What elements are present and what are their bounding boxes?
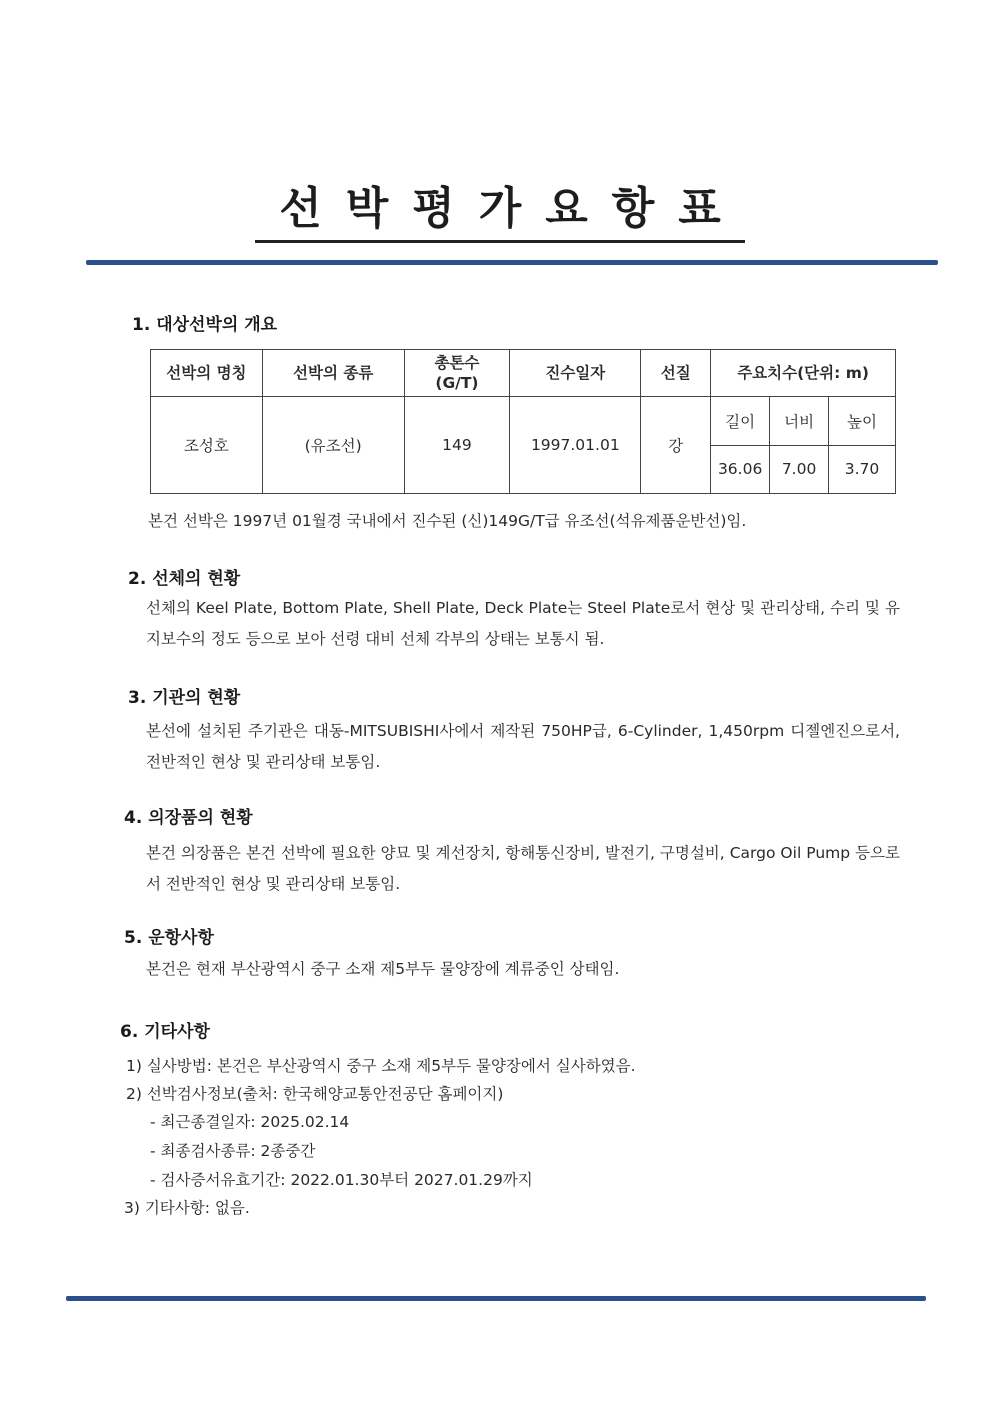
cell-breadth: 7.00	[770, 445, 829, 494]
header-ship-name: 선박의 명칭	[151, 350, 263, 397]
bottom-divider	[66, 1296, 926, 1301]
outfitting-body: 본건 의장품은 본건 선박에 필요한 양묘 및 계선장치, 항해통신장비, 발전기, 구명설비, Cargo Oil Pump 등으로서 전반적인 현상 및 관리상태 보통임.	[146, 844, 900, 893]
list-item: 3) 기타사항: 없음.	[124, 1199, 250, 1217]
cell-length: 36.06	[711, 445, 770, 494]
list-item: 1) 실사방법: 본건은 부산광역시 중구 소재 제5부두 물양장에서 실사하였음.	[126, 1057, 636, 1075]
cell-ship-type: (유조선)	[262, 397, 404, 494]
cell-ship-name: 조성호	[151, 397, 263, 494]
header-tonnage-line2: (G/T)	[435, 374, 479, 392]
engine-body: 본선에 설치된 주기관은 대동-MITSUBISHI사에서 제작된 750HP급, 6-Cylinder, 1,450rpm 디젤엔진으로서, 전반적인 현상 및 관리상태 보통임.	[146, 722, 900, 771]
table-row	[151, 397, 896, 446]
table-header-row	[151, 350, 896, 397]
section-heading-overview: 1. 대상선박의 개요	[132, 315, 278, 335]
list-item: - 최종검사종류: 2종중간	[150, 1142, 316, 1160]
cell-launch-date: 1997.01.01	[510, 397, 641, 494]
header-tonnage-line1: 총톤수	[434, 354, 480, 372]
list-item: 2) 선박검사정보(출처: 한국해양교통안전공단 홈페이지)	[126, 1085, 504, 1103]
cell-tonnage: 149	[404, 397, 510, 494]
overview-note: 본건 선박은 1997년 01월경 국내에서 진수된 (신)149G/T급 유조선(석유제품운반선)임.	[148, 512, 747, 530]
section-heading-other: 6. 기타사항	[120, 1022, 210, 1042]
list-item: - 검사증서유효기간: 2022.01.30부터 2027.01.29까지	[150, 1171, 533, 1189]
dim-header-depth: 높이	[829, 397, 896, 446]
cell-material: 강	[641, 397, 711, 494]
section-heading-outfitting: 4. 의장품의 현황	[124, 808, 253, 828]
dim-header-breadth: 너비	[770, 397, 829, 446]
list-item: - 최근종결일자: 2025.02.14	[150, 1113, 350, 1131]
hull-body: 선체의 Keel Plate, Bottom Plate, Shell Plate, Deck Plate는 Steel Plate로서 현상 및 관리상태, 수리 및 유지보수의 정도 등으로 보아 선령 대비 선체 각부의 상태는 보통시 됨.	[146, 599, 900, 648]
top-divider	[86, 260, 938, 265]
ship-summary-table	[150, 349, 896, 494]
operation-body: 본건은 현재 부산광역시 중구 소재 제5부두 물양장에 계류중인 상태임.	[146, 960, 620, 978]
section-heading-engine: 3. 기관의 현황	[128, 688, 241, 708]
document-title-wrap	[0, 172, 1000, 243]
header-ship-type: 선박의 종류	[262, 350, 404, 397]
section-heading-hull: 2. 선체의 현황	[128, 569, 241, 589]
header-dimensions: 주요치수(단위: m)	[711, 350, 896, 397]
cell-depth: 3.70	[829, 445, 896, 494]
document-title: 선박평가요항표	[255, 172, 745, 243]
header-material: 선질	[641, 350, 711, 397]
section-heading-operation: 5. 운항사항	[124, 928, 214, 948]
header-tonnage	[404, 350, 510, 397]
header-launch-date: 진수일자	[510, 350, 641, 397]
dim-header-length: 길이	[711, 397, 770, 446]
